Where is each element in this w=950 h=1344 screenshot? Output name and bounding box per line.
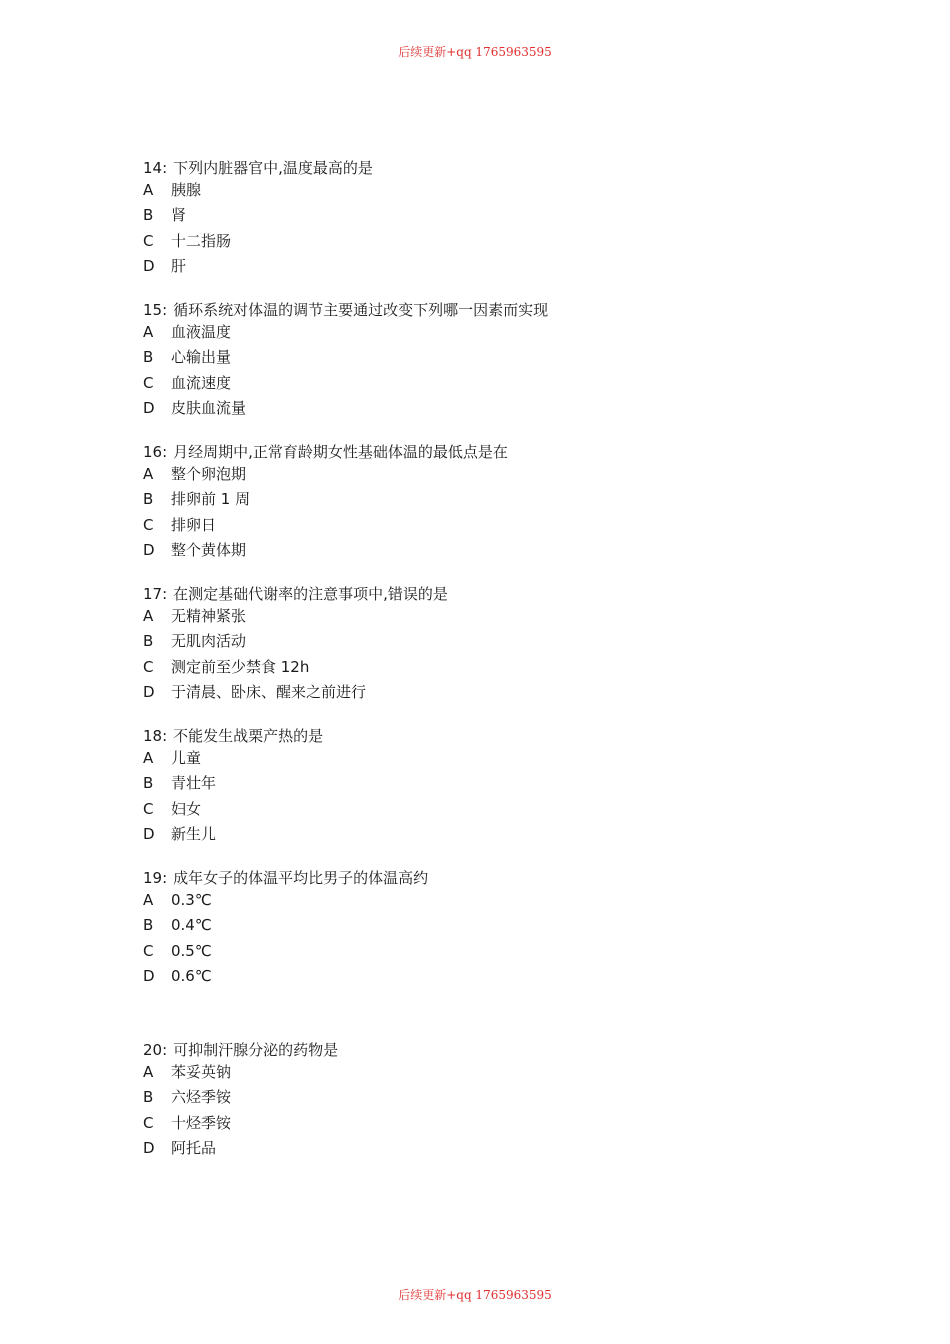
option-d xyxy=(143,1138,843,1163)
option-text: 苯妥英钠 xyxy=(171,1063,232,1081)
option-letter: B xyxy=(143,206,154,225)
option-letter: B xyxy=(143,632,154,651)
option-a xyxy=(143,1062,843,1087)
question-stem xyxy=(143,300,843,322)
option-letter: D xyxy=(143,256,155,275)
question-stem xyxy=(143,158,843,180)
option-letter: D xyxy=(143,398,155,417)
option-a xyxy=(143,890,843,915)
option-text: 十二指肠 xyxy=(171,231,232,250)
option-b xyxy=(143,773,843,798)
option-letter: A xyxy=(143,1063,154,1081)
header-note: 后续更新+qq 1765963595 xyxy=(398,45,552,59)
option-c xyxy=(143,515,843,540)
question-text: 成年女子的体温平均比男子的体温高约 xyxy=(173,869,429,887)
option-letter: A xyxy=(143,181,154,199)
option-d xyxy=(143,824,843,849)
option-letter: C xyxy=(143,231,154,250)
option-letter: B xyxy=(143,348,154,367)
option-text: 肝 xyxy=(171,256,187,275)
option-text: 0.4℃ xyxy=(171,916,212,935)
option-letter: D xyxy=(143,540,155,559)
option-b xyxy=(143,1087,843,1112)
option-letter: C xyxy=(143,799,154,818)
question-text: 月经周期中,正常育龄期女性基础体温的最低点是在 xyxy=(173,443,508,461)
option-text: 测定前至少禁食 12h xyxy=(171,657,310,676)
question-stem xyxy=(143,442,843,464)
question-text: 可抑制汗腺分泌的药物是 xyxy=(173,1041,339,1059)
option-d xyxy=(143,540,843,565)
option-d xyxy=(143,398,843,423)
option-a xyxy=(143,322,843,347)
option-b xyxy=(143,205,843,230)
option-b xyxy=(143,915,843,940)
option-c xyxy=(143,941,843,966)
option-text: 于清晨、卧床、醒来之前进行 xyxy=(171,682,367,701)
option-text: 排卵前 1 周 xyxy=(171,490,251,509)
option-text: 0.5℃ xyxy=(171,941,212,960)
option-d xyxy=(143,682,843,707)
option-letter: B xyxy=(143,916,154,935)
option-text: 胰腺 xyxy=(171,181,202,199)
option-text: 肾 xyxy=(171,206,187,225)
option-text: 青壮年 xyxy=(171,774,217,793)
question-text: 下列内脏器官中,温度最高的是 xyxy=(173,159,373,177)
question-stem xyxy=(143,584,843,606)
question-number: 14: xyxy=(143,159,168,177)
question-number: 16: xyxy=(143,443,168,461)
option-letter: A xyxy=(143,891,154,909)
question-text: 不能发生战栗产热的是 xyxy=(173,727,324,745)
option-c xyxy=(143,799,843,824)
option-c xyxy=(143,373,843,398)
question-number: 15: xyxy=(143,301,168,319)
option-c xyxy=(143,231,843,256)
question-text: 在测定基础代谢率的注意事项中,错误的是 xyxy=(173,585,448,603)
option-text: 心输出量 xyxy=(171,348,232,367)
question-stem xyxy=(143,868,843,890)
question-text: 循环系统对体温的调节主要通过改变下列哪一因素而实现 xyxy=(173,301,549,319)
question-14 xyxy=(143,158,843,281)
option-letter: A xyxy=(143,323,154,341)
option-letter: C xyxy=(143,515,154,534)
option-letter: C xyxy=(143,941,154,960)
question-stem xyxy=(143,726,843,748)
option-text: 0.3℃ xyxy=(171,891,212,909)
option-a xyxy=(143,748,843,773)
option-text: 皮肤血流量 xyxy=(171,398,247,417)
option-b xyxy=(143,347,843,372)
option-a xyxy=(143,464,843,489)
option-letter: B xyxy=(143,774,154,793)
option-letter: C xyxy=(143,1113,154,1132)
option-letter: A xyxy=(143,607,154,625)
question-number: 20: xyxy=(143,1041,168,1059)
option-text: 0.6℃ xyxy=(171,966,212,985)
option-d xyxy=(143,966,843,991)
option-b xyxy=(143,489,843,514)
option-text: 整个黄体期 xyxy=(171,540,247,559)
option-letter: D xyxy=(143,824,155,843)
option-text: 十烃季铵 xyxy=(171,1113,232,1132)
option-text: 血液温度 xyxy=(171,323,232,341)
option-letter: B xyxy=(143,1088,154,1107)
question-15 xyxy=(143,300,843,423)
option-text: 新生儿 xyxy=(171,824,217,843)
question-number: 19: xyxy=(143,869,168,887)
option-letter: B xyxy=(143,490,154,509)
option-text: 六烃季铵 xyxy=(171,1088,232,1107)
option-letter: D xyxy=(143,682,155,701)
option-letter: D xyxy=(143,966,155,985)
option-b xyxy=(143,631,843,656)
option-letter: C xyxy=(143,373,154,392)
question-18 xyxy=(143,726,843,849)
option-c xyxy=(143,657,843,682)
footer-note: 后续更新+qq 1765963595 xyxy=(398,1288,552,1302)
option-text: 阿托品 xyxy=(171,1138,217,1157)
option-letter: C xyxy=(143,657,154,676)
option-letter: D xyxy=(143,1138,155,1157)
option-text: 血流速度 xyxy=(171,373,232,392)
option-text: 整个卵泡期 xyxy=(171,465,247,483)
option-a xyxy=(143,180,843,205)
option-letter: A xyxy=(143,749,154,767)
option-text: 儿童 xyxy=(171,749,202,767)
option-text: 妇女 xyxy=(171,799,202,818)
option-c xyxy=(143,1113,843,1138)
question-number: 17: xyxy=(143,585,168,603)
option-text: 排卵日 xyxy=(171,515,217,534)
option-text: 无精神紧张 xyxy=(171,607,247,625)
question-stem xyxy=(143,1040,843,1062)
question-number: 18: xyxy=(143,727,168,745)
question-20 xyxy=(143,1040,843,1163)
question-19 xyxy=(143,868,843,991)
option-text: 无肌肉活动 xyxy=(171,632,247,651)
option-d xyxy=(143,256,843,281)
question-17 xyxy=(143,584,843,707)
option-letter: A xyxy=(143,465,154,483)
option-a xyxy=(143,606,843,631)
question-16 xyxy=(143,442,843,565)
